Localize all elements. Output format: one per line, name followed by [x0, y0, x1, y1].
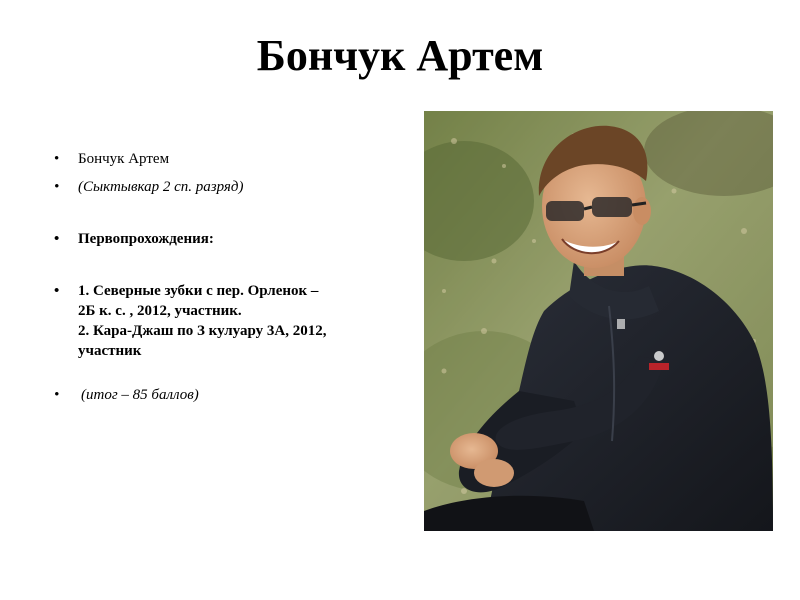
bullet-ascents-list: [50, 281, 395, 361]
bullet-dot: •: [54, 151, 60, 167]
bullet-list: [50, 145, 395, 405]
ascent-1-line-2: 2Б к. с. , 2012, участник.: [78, 303, 242, 319]
bullet-name-text: Бончук Артем: [78, 151, 170, 167]
slide-title: Бончук Артем: [256, 31, 544, 80]
photo-illustration: [424, 111, 773, 531]
bullet-rank-text: (Сыктывкар 2 сп. разряд): [78, 179, 244, 195]
bullet-rank: [50, 177, 395, 197]
bullet-dot: •: [54, 387, 60, 403]
bullet-name: [50, 149, 395, 169]
ascent-2-line-2: участник: [78, 343, 142, 359]
person-photo: [424, 111, 773, 531]
bullet-dot: •: [54, 179, 60, 195]
jacket-logo: [649, 363, 669, 370]
total-score-text: (итог – 85 баллов): [81, 387, 199, 403]
bullet-dot: •: [54, 283, 60, 299]
bullet-dot: •: [54, 231, 60, 247]
ascent-1-line-1: 1. Северные зубки с пер. Орленок –: [78, 283, 319, 299]
bullet-total: [50, 385, 395, 405]
ascent-2-line-1: 2. Кара-Джаш по З кулуару 3А, 2012,: [78, 323, 327, 339]
first-ascents-heading-text: Первопрохождения:: [78, 231, 214, 247]
bullet-first-ascents-heading: [50, 229, 395, 249]
